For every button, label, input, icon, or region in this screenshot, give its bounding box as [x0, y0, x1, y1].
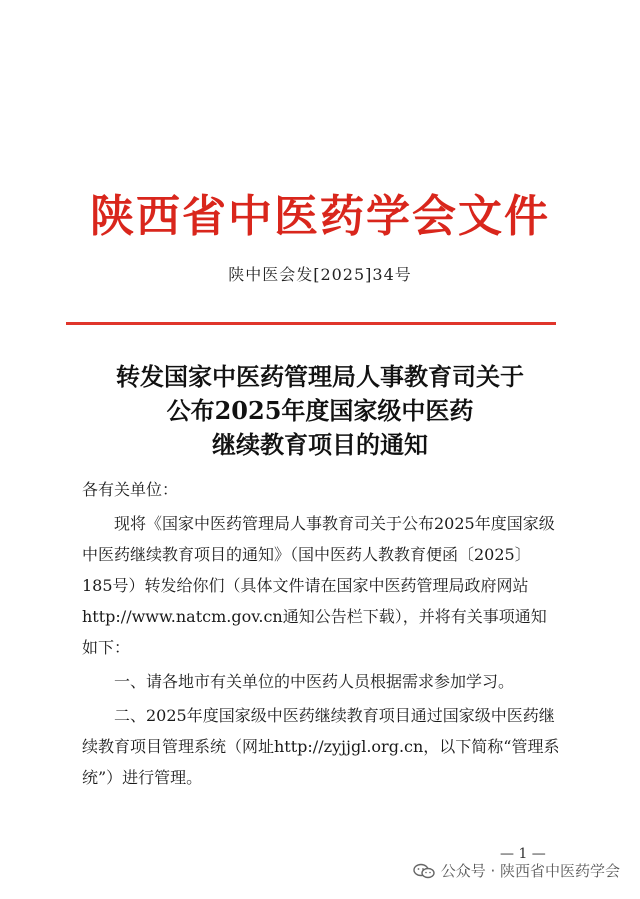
item-2-paragraph: 二、2025年度国家级中医药继续教育项目通过国家级中医药继续教育项目管理系统（网址http://zyjjgl.org.cn，以下简称“管理系统”）进行管理。 [82, 706, 560, 787]
page-number-mark: — 1 — [500, 846, 546, 862]
notice-body [82, 474, 560, 793]
wechat-icon [413, 863, 435, 879]
salutation: 各有关单位： [82, 480, 179, 499]
item-1-paragraph: 一、请各地市有关单位的中医药人员根据需求参加学习。 [114, 672, 515, 691]
notice-title [0, 360, 640, 462]
wechat-watermark [413, 860, 620, 881]
notice-title-line-1: 转发国家中医药管理局人事教育司关于 [116, 362, 524, 391]
notice-title-line-3: 继续教育项目的通知 [212, 430, 428, 459]
document-header-title: 陕西省中医药学会文件 [90, 191, 550, 242]
notice-title-line-2: 公布2025年度国家级中医药 [166, 396, 474, 425]
document-number: 陕中医会发[2025]34号 [228, 265, 412, 284]
watermark-label: 公众号 · 陕西省中医药学会 [440, 862, 620, 880]
intro-paragraph: 现将《国家中医药管理局人事教育司关于公布2025年度国家级中医药继续教育项目的通知》（国中医药人教教育便函〔2025〕185号）转发给你们（具体文件请在国家中医药管理局政府网站http://www.natcm.gov.cn通知公告栏下载），并将有关事项通知如下： [82, 514, 555, 657]
red-divider-line [66, 322, 556, 325]
